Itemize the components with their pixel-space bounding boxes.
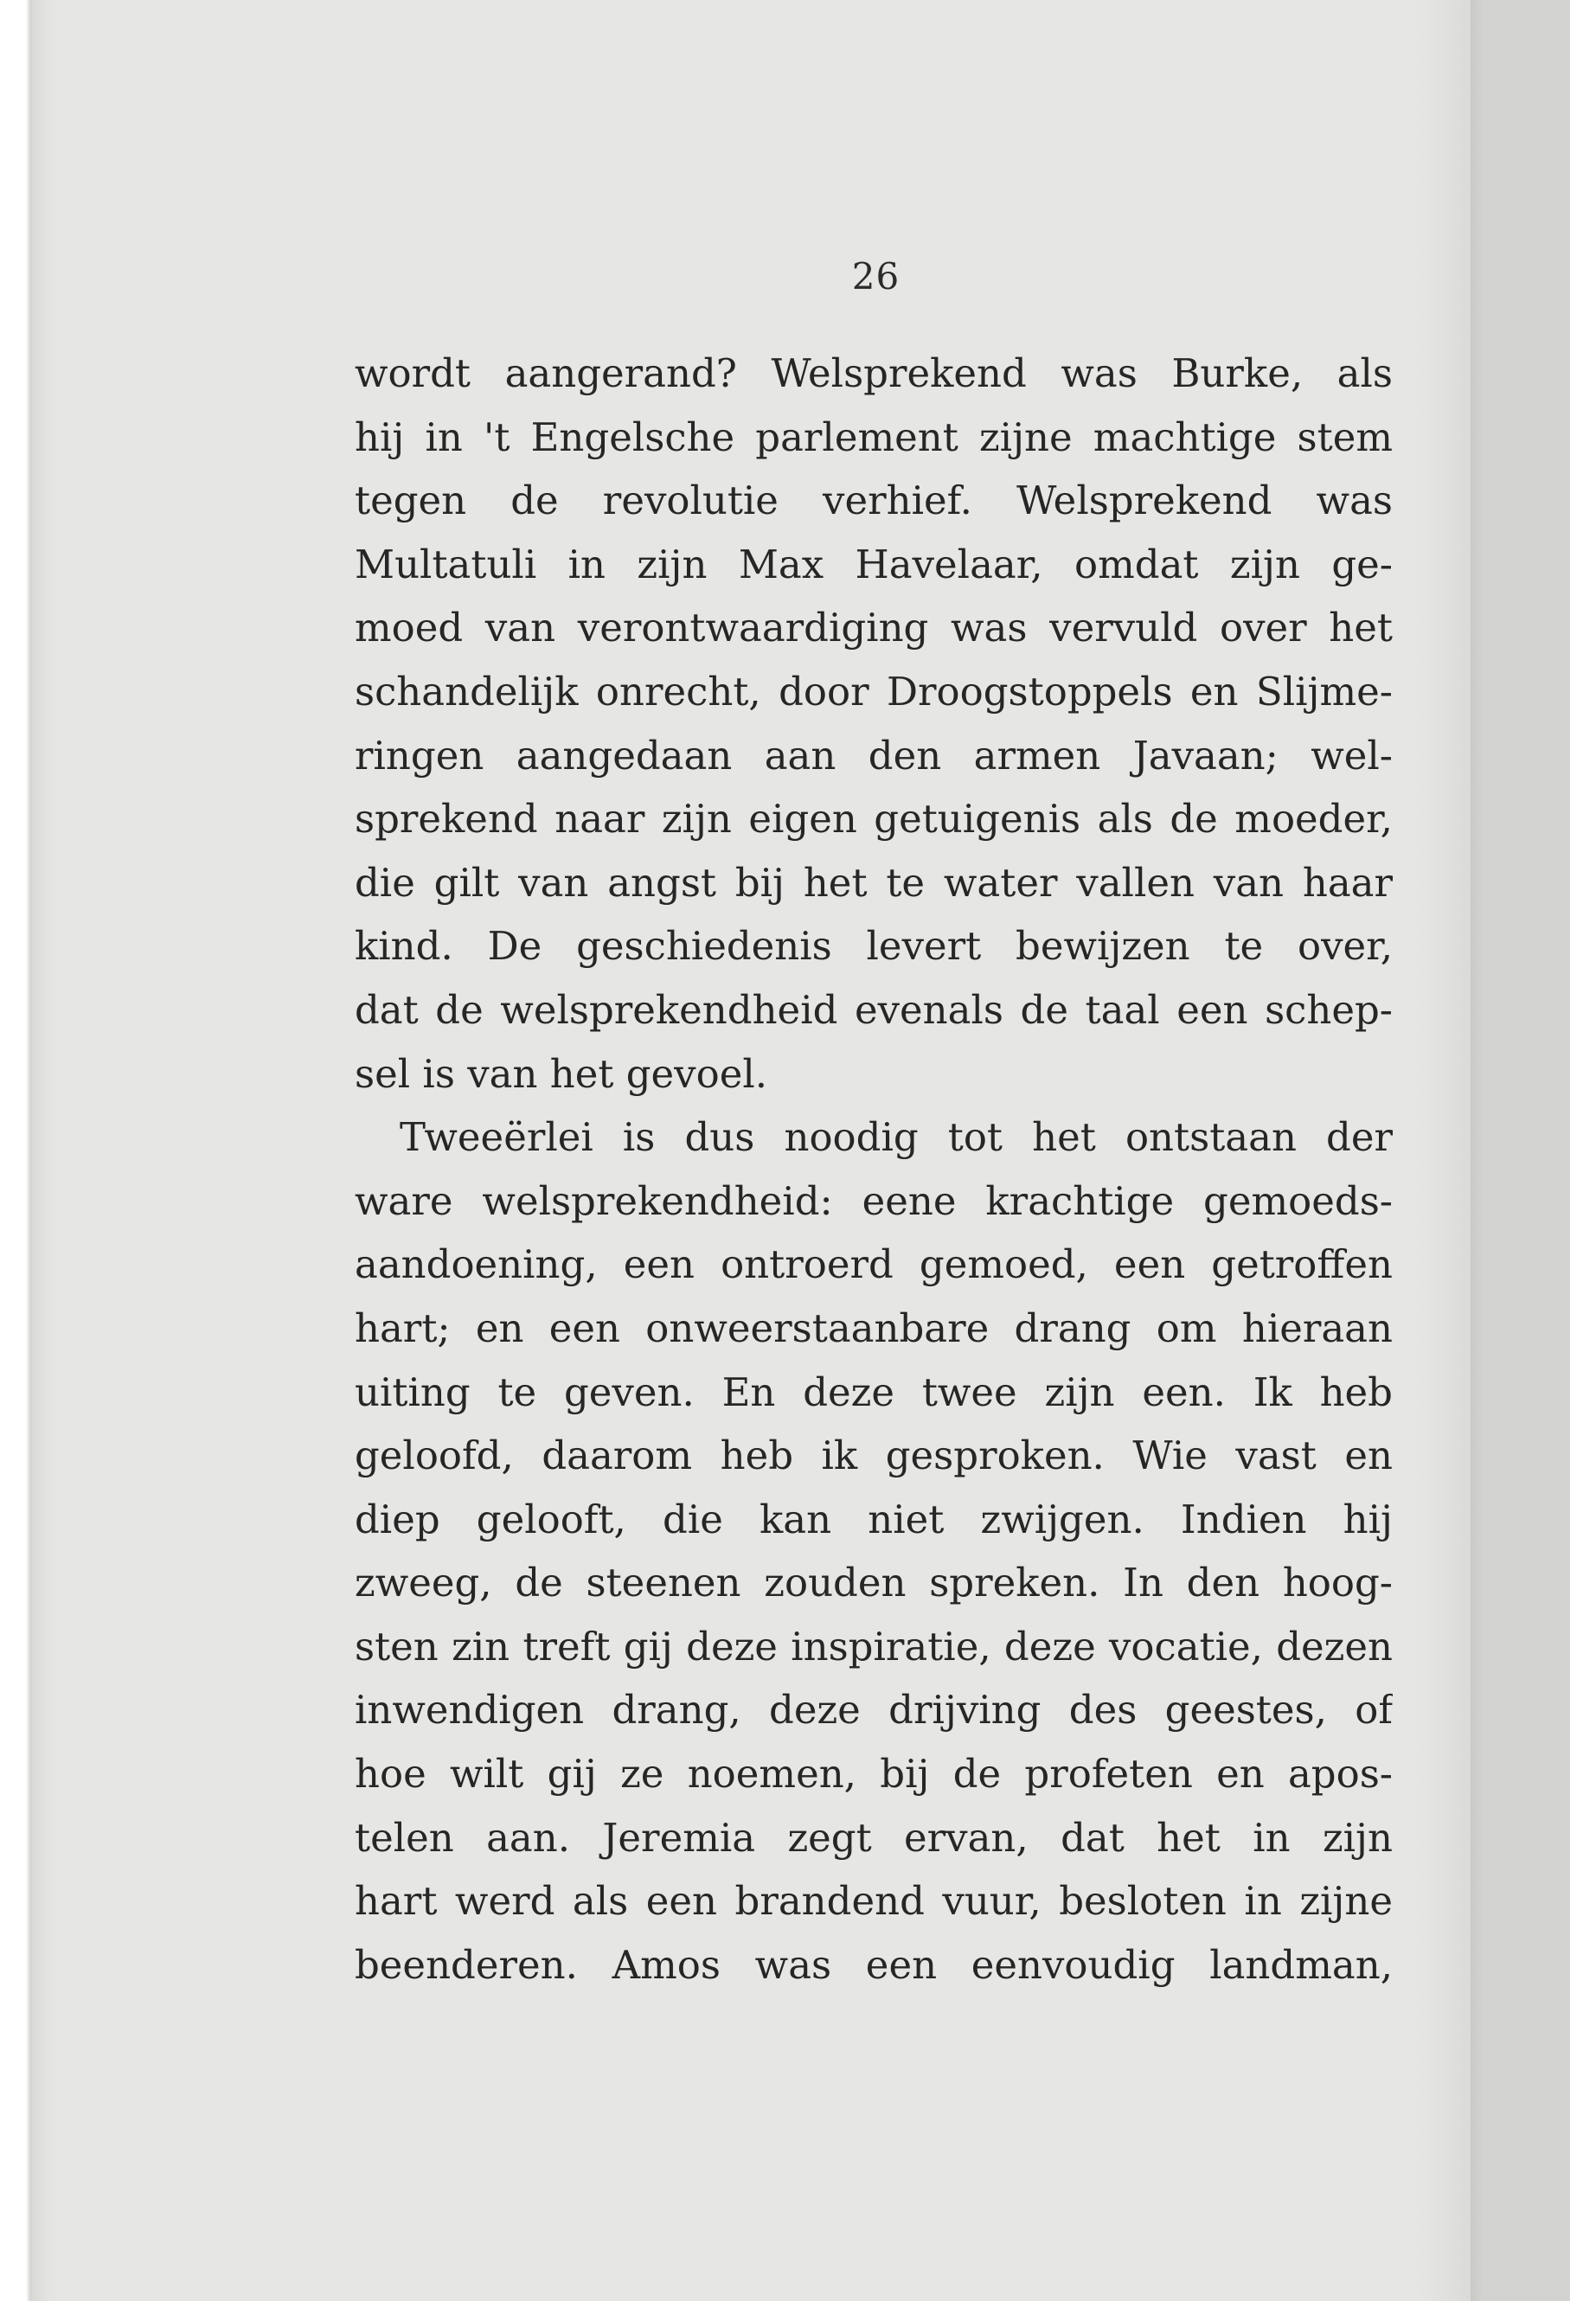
text-line: ware welsprekendheid: eene krachtige gemoeds-	[355, 1177, 1393, 1224]
text-line: tegen de revolutie verhief. Welsprekend was	[355, 478, 1393, 524]
paragraph-end-line: sel is van het gevoel.	[355, 1050, 768, 1097]
text-line: kind. De geschiedenis levert bewijzen te over,	[355, 923, 1393, 970]
text-line: telen aan. Jeremia zegt ervan, dat het in zijn	[355, 1814, 1393, 1861]
text-line: diep gelooft, die kan niet zwijgen. Indien hij	[355, 1496, 1393, 1542]
text-line: Multatuli in zijn Max Havelaar, omdat zijn ge-	[355, 541, 1393, 587]
text-line: hij in 't Engelsche parlement zijne machtige stem	[355, 413, 1393, 460]
book-right-edge	[1471, 0, 1570, 2301]
page-fold-shadow	[1471, 0, 1483, 2301]
paragraph-start-line: Tweeërlei is dus noodig tot het ontstaan der	[400, 1114, 1393, 1161]
text-line: die gilt van angst bij het te water vallen van haar	[355, 859, 1393, 906]
scan-border	[1570, 0, 1596, 2301]
text-line: hart werd als een brandend vuur, besloten in zijne	[355, 1878, 1393, 1925]
text-line: sprekend naar zijn eigen getuigenis als de moeder,	[355, 796, 1393, 843]
text-line: ringen aangedaan aan den armen Javaan; wel-	[355, 732, 1393, 779]
text-line: moed van verontwaardiging was vervuld over het	[355, 605, 1393, 651]
text-line: beenderen. Amos was een eenvoudig landman,	[355, 1941, 1393, 1988]
text-line: hoe wilt gij ze noemen, bij de profeten en apos-	[355, 1751, 1393, 1798]
text-line: sten zin treft gij deze inspiratie, deze vocatie, dezen	[355, 1623, 1393, 1670]
text-line: geloofd, daarom heb ik gesproken. Wie vast en	[355, 1433, 1393, 1479]
text-line: zweeg, de steenen zouden spreken. In den hoog-	[355, 1560, 1393, 1606]
text-line: schandelijk onrecht, door Droogstoppels en Slijme-	[355, 668, 1393, 715]
gutter-shadow	[1419, 0, 1471, 2301]
text-line: aandoening, een ontroerd gemoed, een getroffen	[355, 1241, 1393, 1288]
text-line: inwendigen drang, deze drijving des geestes, of	[355, 1687, 1393, 1734]
page-left-margin	[31, 0, 61, 2301]
text-line: uiting te geven. En deze twee zijn een. Ik heb	[355, 1368, 1393, 1415]
body-text	[355, 342, 1393, 1997]
text-line: wordt aangerand? Welsprekend was Burke, als	[355, 350, 1393, 396]
text-line: hart; en een onweerstaanbare drang om hieraan	[355, 1304, 1393, 1351]
text-line: dat de welsprekendheid evenals de taal een schep-	[355, 986, 1393, 1033]
book-left-edge	[0, 0, 31, 2301]
page-number: 26	[851, 255, 901, 298]
